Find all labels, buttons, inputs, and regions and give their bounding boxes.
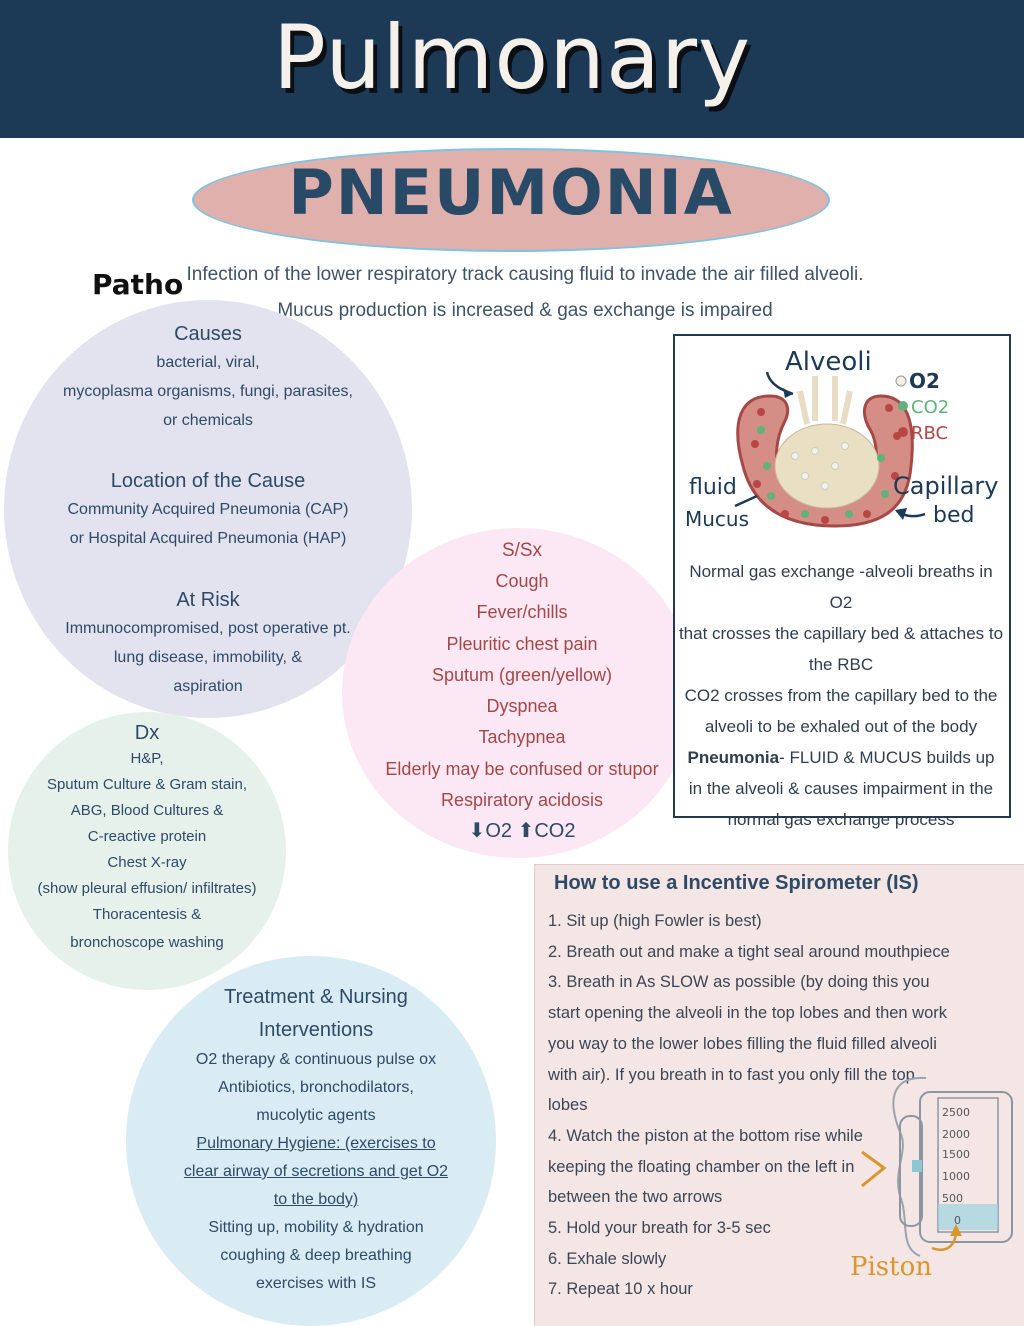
step-line: between the two arrows — [548, 1188, 723, 1207]
step-line: keeping the floating chamber on the left in — [548, 1157, 855, 1176]
step-line: with air). If you breath in to fast you only fill the top — [548, 1065, 915, 1084]
sx-item: Elderly may be confused or stupor — [385, 758, 659, 779]
scale-label: 2500 — [942, 1106, 970, 1119]
step-line: you way to the lower lobes filling the fluid filled alveoli — [548, 1034, 937, 1053]
desc-line: normal gas exchange process — [727, 810, 955, 829]
alveoli-description — [676, 556, 1006, 835]
location-line: Community Acquired Pneumonia (CAP) — [67, 501, 349, 518]
desc-line: that crosses the capillary bed & attaches to — [678, 624, 1004, 643]
desc-line: the RBC — [808, 655, 874, 674]
airway — [800, 376, 850, 424]
causes-line: mycoplasma organisms, fungi, parasites, — [63, 383, 353, 400]
at-risk-line: lung disease, immobility, & — [113, 649, 303, 666]
treatment-heading-2: Interventions — [258, 1019, 374, 1041]
legend-co2-label: CO2 — [911, 397, 950, 418]
spirometer-title: How to use a Incentive Spirometer (IS) — [554, 872, 919, 894]
bed-label: bed — [933, 503, 975, 528]
capillary-label: Capillary — [893, 472, 999, 500]
patho-line-1: Infection of the lower respiratory track causing fluid to invade the air filled alveoli. — [186, 264, 864, 285]
causes-line: bacterial, viral, — [156, 354, 260, 371]
dx-item: Chest X-ray — [107, 854, 187, 871]
sx-section — [342, 536, 702, 848]
pneumonia-line — [676, 742, 1006, 773]
causes-line: or chemicals — [163, 412, 253, 429]
location-heading: Location of the Cause — [110, 470, 306, 492]
spirometer-illustration — [860, 1072, 1024, 1262]
down-arrow-icon: ⬇ — [468, 820, 486, 843]
step-line: 4. Watch the piston at the bottom rise while — [548, 1126, 863, 1145]
at-risk-heading: At Risk — [176, 589, 240, 611]
at-risk-line: Immunocompromised, post operative pt. — [65, 620, 351, 637]
legend-o2-label: O2 — [909, 369, 940, 393]
range-arrows-icon — [862, 1152, 884, 1186]
dx-item: Sputum Culture & Gram stain, — [46, 776, 248, 793]
fluid-label: fluid — [689, 475, 737, 500]
sx-item: Dyspnea — [486, 696, 558, 717]
sx-item: Tachypnea — [478, 727, 566, 748]
treatment-line: mucolytic agents — [256, 1107, 376, 1124]
alveoli-label: Alveoli — [785, 347, 872, 377]
scale-label: 1000 — [942, 1170, 970, 1183]
dx-item: H&P, — [130, 750, 164, 767]
hygiene-line: to the body) — [273, 1191, 359, 1208]
sx-item: Sputum (green/yellow) — [431, 664, 613, 685]
up-arrow-icon: ⬆ — [517, 820, 535, 843]
step-line: 5. Hold your breath for 3-5 sec — [548, 1219, 771, 1238]
treatment-line: exercises with IS — [255, 1275, 377, 1292]
mucus-label: Mucus — [685, 507, 750, 531]
dx-item: C-reactive protein — [87, 828, 207, 845]
legend-rbc-label: RBC — [911, 423, 949, 444]
dx-item: ABG, Blood Cultures & — [70, 802, 224, 819]
legend-o2-swatch — [896, 376, 906, 386]
pneumonia-bold: Pneumonia — [687, 748, 780, 767]
dx-section — [8, 720, 286, 958]
hygiene-line: Pulmonary Hygiene: (exercises to — [196, 1135, 436, 1152]
page-title: Pulmonary — [272, 6, 752, 109]
treatment-line: Antibiotics, bronchodilators, — [218, 1079, 414, 1096]
dx-item: Thoracentesis & — [92, 906, 202, 923]
step-line: start opening the alveoli in the top lobes and then work — [548, 1004, 948, 1023]
fluid-arrow — [735, 496, 757, 506]
desc-line: in the alveoli & causes impairment in the — [688, 779, 994, 798]
step-line: 3. Breath in As SLOW as possible (by doing this you — [548, 973, 930, 992]
treatment-line: coughing & deep breathing — [220, 1247, 412, 1264]
patho-label: Patho — [92, 268, 184, 301]
scale-label: 1500 — [942, 1148, 970, 1161]
floating-indicator — [912, 1160, 922, 1172]
treatment-line: Sitting up, mobility & hydration — [208, 1219, 424, 1236]
desc-line: Normal gas exchange -alveoli breaths in O2 — [689, 562, 993, 612]
causes-heading: Causes — [174, 323, 242, 345]
scale-label: 500 — [942, 1192, 963, 1205]
treatment-heading: Treatment & Nursing — [224, 986, 408, 1008]
dx-item: (show pleural effusion/ infiltrates) — [37, 880, 257, 897]
scale-label: 0 — [954, 1214, 961, 1227]
gas-change-line — [342, 816, 702, 847]
treatment-section — [126, 980, 506, 1298]
dx-item: bronchoscope washing — [70, 934, 224, 951]
sx-item: Cough — [495, 571, 549, 591]
step-line: 1. Sit up (high Fowler is best) — [548, 912, 762, 930]
causes-section — [4, 320, 412, 435]
hygiene-line: clear airway of secretions and get O2 — [183, 1163, 449, 1180]
sx-item: Respiratory acidosis — [440, 790, 604, 811]
alveoli-illustration — [675, 336, 1009, 554]
location-line: or Hospital Acquired Pneumonia (HAP) — [69, 530, 347, 547]
topic-title: PNEUMONIA — [288, 156, 734, 229]
co2-label: CO2 — [534, 820, 576, 843]
treatment-line: O2 therapy & continuous pulse ox — [195, 1051, 437, 1068]
step-line: lobes — [548, 1096, 588, 1115]
sx-item: Fever/chills — [476, 602, 568, 623]
sx-heading: S/Sx — [501, 540, 543, 561]
legend-rbc-swatch — [898, 427, 908, 437]
alveolus-sac — [775, 424, 879, 508]
at-risk-line: aspiration — [173, 678, 243, 695]
desc-line: CO2 crosses from the capillary bed to the — [684, 686, 998, 705]
patho-line-2: Mucus production is increased & gas exchange is impaired — [277, 300, 773, 321]
piston — [938, 1204, 998, 1230]
sx-item: Pleuritic chest pain — [446, 633, 598, 654]
legend-co2-swatch — [898, 401, 908, 411]
o2-label: O2 — [485, 820, 512, 843]
desc-line: alveoli to be exhaled out of the body — [704, 717, 978, 736]
piston-label: Piston — [850, 1252, 932, 1282]
step-line: 2. Breath out and make a tight seal around mouthpiece — [548, 942, 950, 961]
step-line: 6. Exhale slowly — [548, 1249, 667, 1268]
step-line: 7. Repeat 10 x hour — [548, 1280, 693, 1299]
scale-label: 2000 — [942, 1128, 970, 1141]
dx-heading: Dx — [134, 722, 160, 744]
pneumonia-rest: - FLUID & MUCUS builds up — [779, 748, 995, 767]
